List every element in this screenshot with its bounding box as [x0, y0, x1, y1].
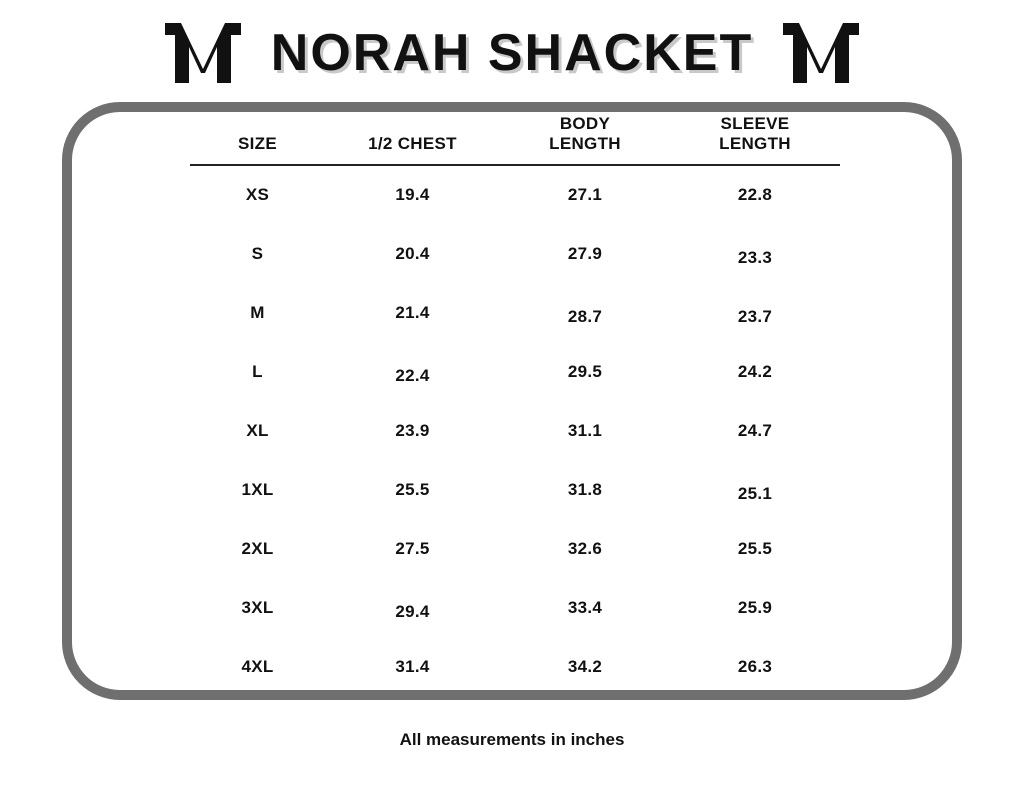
cell-body-length: 31.8: [567, 479, 603, 499]
table-body: [190, 165, 840, 696]
cell-body-length: 34.2: [567, 656, 603, 676]
cell-size: 4XL: [241, 656, 274, 676]
column-header-body-length-line2: LENGTH: [549, 134, 621, 154]
column-header-body-length: [500, 110, 670, 165]
table-row: [190, 165, 840, 224]
cell-size: 2XL: [241, 538, 274, 558]
size-table-wrapper: [190, 110, 840, 696]
cell-size: XS: [245, 185, 270, 205]
cell-half-chest: 20.4: [395, 243, 430, 263]
table-row: [190, 401, 840, 460]
cell-sleeve-length: 23.7: [737, 306, 773, 326]
table-row: [190, 578, 840, 637]
cell-size: 1XL: [241, 479, 274, 499]
cell-sleeve-length: 25.9: [737, 597, 773, 617]
table-row: [190, 283, 840, 342]
cell-half-chest: 23.9: [395, 420, 430, 440]
cell-size: L: [252, 361, 263, 381]
cell-body-length: 27.9: [567, 243, 603, 263]
cell-half-chest: 19.4: [395, 185, 430, 205]
cell-size: S: [251, 243, 264, 263]
measurements-footnote: All measurements in inches: [399, 730, 625, 749]
table-row: [190, 460, 840, 519]
table-header-row: [190, 110, 840, 165]
cell-size: XL: [246, 420, 269, 440]
column-header-size: SIZE: [238, 134, 277, 154]
page-title: NORAH SHACKET: [270, 24, 754, 82]
table-row: [190, 224, 840, 283]
header: [0, 8, 1024, 98]
m-logo-icon-right: [779, 21, 863, 85]
m-logo-icon-left: [161, 21, 245, 85]
cell-half-chest: 22.4: [395, 365, 430, 385]
cell-body-length: 28.7: [567, 306, 603, 326]
cell-body-length: 29.5: [567, 361, 603, 381]
column-header-sleeve-length-line1: SLEEVE: [720, 114, 790, 133]
cell-body-length: 27.1: [567, 185, 603, 205]
cell-sleeve-length: 23.3: [737, 247, 773, 267]
cell-sleeve-length: 25.5: [737, 538, 773, 558]
column-header-sleeve-length-line2: LENGTH: [719, 134, 791, 154]
cell-half-chest: 31.4: [395, 656, 430, 676]
cell-half-chest: 21.4: [395, 302, 430, 322]
cell-body-length: 33.4: [567, 597, 603, 617]
table-header: [190, 110, 840, 165]
cell-sleeve-length: 25.1: [737, 483, 773, 503]
size-table: [190, 110, 840, 696]
column-header-sleeve-length: [670, 110, 840, 165]
cell-body-length: 32.6: [567, 538, 603, 558]
table-row: [190, 637, 840, 696]
cell-body-length: 31.1: [567, 420, 603, 440]
table-row: [190, 342, 840, 401]
table-row: [190, 519, 840, 578]
column-header-body-length-line1: BODY: [559, 114, 611, 133]
cell-sleeve-length: 26.3: [737, 656, 773, 676]
cell-sleeve-length: 22.8: [737, 185, 773, 205]
cell-half-chest: 27.5: [395, 538, 430, 558]
cell-size: 3XL: [241, 597, 274, 617]
cell-half-chest: 25.5: [395, 479, 430, 499]
cell-sleeve-length: 24.7: [737, 420, 773, 440]
cell-size: M: [250, 302, 265, 322]
cell-sleeve-length: 24.2: [737, 361, 773, 381]
cell-half-chest: 29.4: [395, 601, 430, 621]
column-header-half-chest: 1/2 CHEST: [368, 134, 457, 154]
